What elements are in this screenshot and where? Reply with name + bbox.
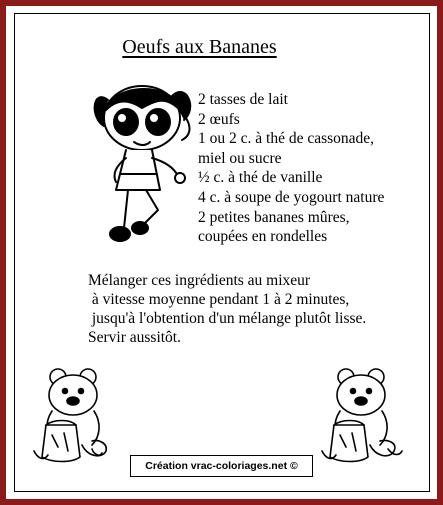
ingredient-item: coupées en rondelles bbox=[198, 228, 328, 246]
recipe-title bbox=[0, 36, 443, 59]
instruction-line: Servir aussitôt. bbox=[88, 329, 181, 346]
bear-honey-left-illustration bbox=[32, 365, 114, 465]
ingredient-item: ½ c. à thé de vanille bbox=[198, 169, 323, 187]
cartoon-girl-illustration bbox=[86, 78, 200, 258]
ingredient-item: 4 c. à soupe de yogourt nature bbox=[198, 188, 385, 206]
ingredient-item: 2 œufs bbox=[198, 110, 240, 128]
ingredient-item: 1 ou 2 c. à thé de cassonade, bbox=[198, 130, 375, 148]
credit-box bbox=[130, 455, 313, 477]
instruction-line: jusqu'à l'obtention d'un mélange plutôt lisse. bbox=[88, 310, 367, 327]
ingredient-item: 2 tasses de lait bbox=[198, 91, 288, 108]
ingredient-item: 2 petites bananes mûres, bbox=[198, 208, 350, 226]
instruction-line: Mélanger ces ingrédients au mixeur bbox=[88, 272, 311, 289]
ingredients-list bbox=[198, 90, 418, 247]
recipe-title-text: Oeufs aux Bananes bbox=[122, 36, 277, 58]
credit-text: Création vrac-coloriages.net © bbox=[145, 460, 298, 472]
ingredient-item: miel ou sucre bbox=[198, 149, 282, 167]
instruction-line: à vitesse moyenne pendant 1 à 2 minutes, bbox=[88, 291, 350, 308]
instructions-text bbox=[88, 271, 418, 347]
bear-honey-right-illustration bbox=[318, 365, 406, 465]
